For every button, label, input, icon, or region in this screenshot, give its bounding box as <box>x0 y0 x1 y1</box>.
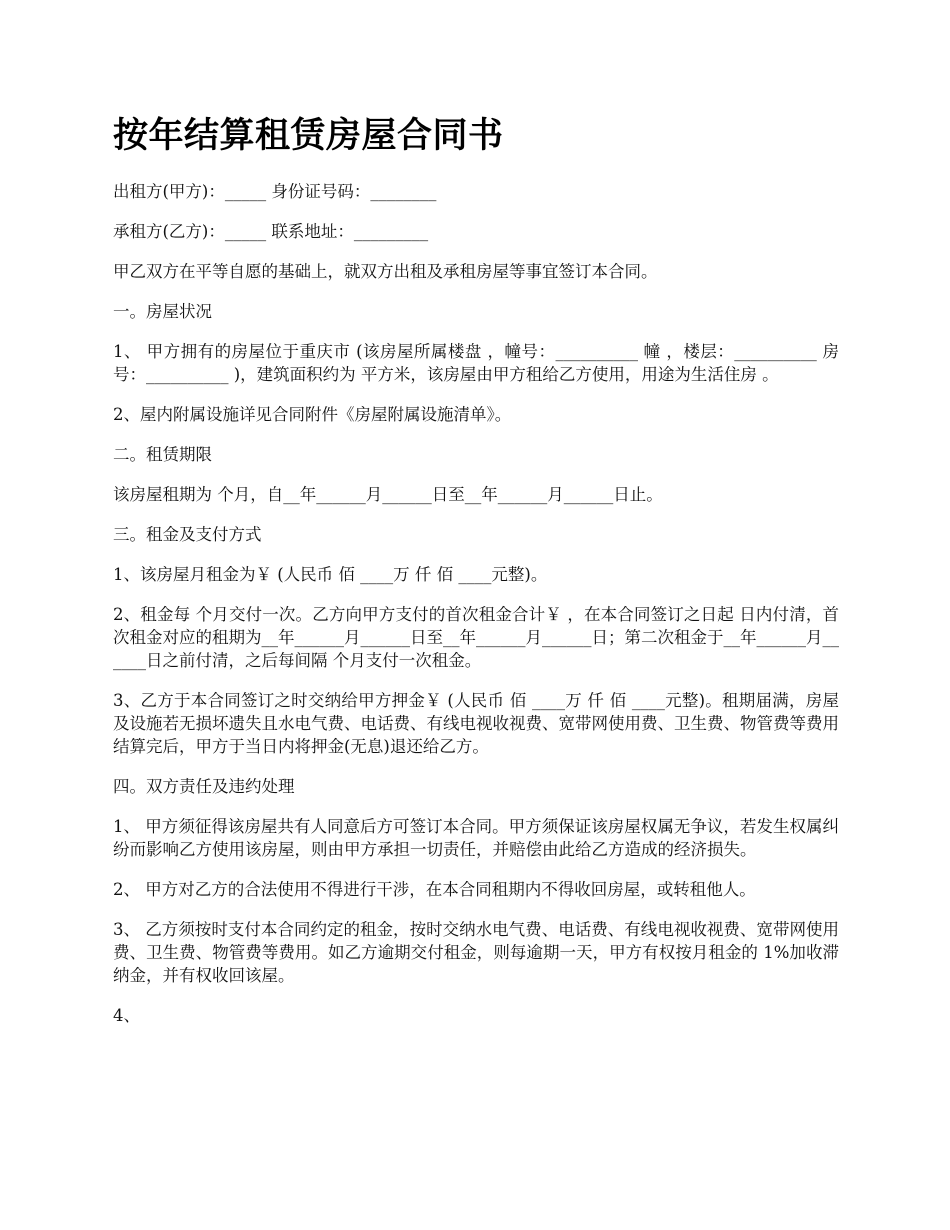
clause-paragraph: 该房屋租期为 个月，自__年______月______日至__年______月______日止。 <box>113 485 663 504</box>
lessor-line: 出租方(甲方)：_____ 身份证号码：________ <box>113 182 437 201</box>
lessee-line: 承租方(乙方)：_____ 联系地址：_________ <box>113 222 429 241</box>
clause-paragraph: 2、 甲方对乙方的合法使用不得进行干涉，在本合同租期内不得收回房屋，或转租他人。 <box>113 880 756 899</box>
clause-paragraph: 1、该房屋月租金为￥ (人民币 佰 ____万 仟 佰 ____元整)。 <box>113 565 548 584</box>
intro-paragraph: 甲乙双方在平等自愿的基础上，就双方出租及承租房屋等事宜签订本合同。 <box>113 262 658 281</box>
document-body <box>113 110 839 1044</box>
clause-paragraph: 3、 乙方须按时支付本合同约定的租金，按时交纳水电气费、电话费、有线电视收视费、宽带网使用费、卫生费、物管费等费用。如乙方逾期交付租金，则每逾期一天，甲方有权按月租金的 1%加收滞纳金，并有权收回该屋。 <box>113 920 839 985</box>
section-heading: 三。租金及支付方式 <box>113 525 262 544</box>
section-heading: 二。租赁期限 <box>113 445 212 464</box>
clause-paragraph: 3、乙方于本合同签订之时交纳给甲方押金￥ (人民币 佰 ____万 仟 佰 ____元整)。租期届满，房屋及设施若无损坏遗失且水电气费、电话费、有线电视收视费、宽带网使用费、卫生费、物管费等费用结算完后，甲方于当日内将押金(无息)退还给乙方。 <box>113 691 839 756</box>
clause-paragraph: 4、 <box>113 1006 140 1025</box>
clause-paragraph: 2、屋内附属设施详见合同附件《房屋附属设施清单》。 <box>113 405 512 424</box>
clause-paragraph: 1、 甲方须征得该房屋共有人同意后方可签订本合同。甲方须保证该房屋权属无争议，若发生权属纠纷而影响乙方使用该房屋，则由甲方承担一切责任，并赔偿由此给乙方造成的经济损失。 <box>113 817 839 859</box>
section-heading: 四。双方责任及违约处理 <box>113 777 295 796</box>
clause-paragraph: 2、租金每 个月交付一次。乙方向甲方支付的首次租金合计￥ ，在本合同签订之日起 日内付清，首次租金对应的租期为__年______月______日至__年______月______日；第二次租金于__年______月______日之前付清，之后每间隔 个月支付一次租金。 <box>113 605 839 670</box>
section-heading: 一。房屋状况 <box>113 302 212 321</box>
clause-paragraph: 1、 甲方拥有的房屋位于重庆市 (该房屋所属楼盘 ，幢号：__________ 幢 ，楼层：__________ 房号：__________ )，建筑面积约为 平方米，该房屋由甲方租给乙方使用，用途为生活住房 。 <box>113 342 839 384</box>
document-title: 按年结算租赁房屋合同书 <box>113 116 504 156</box>
